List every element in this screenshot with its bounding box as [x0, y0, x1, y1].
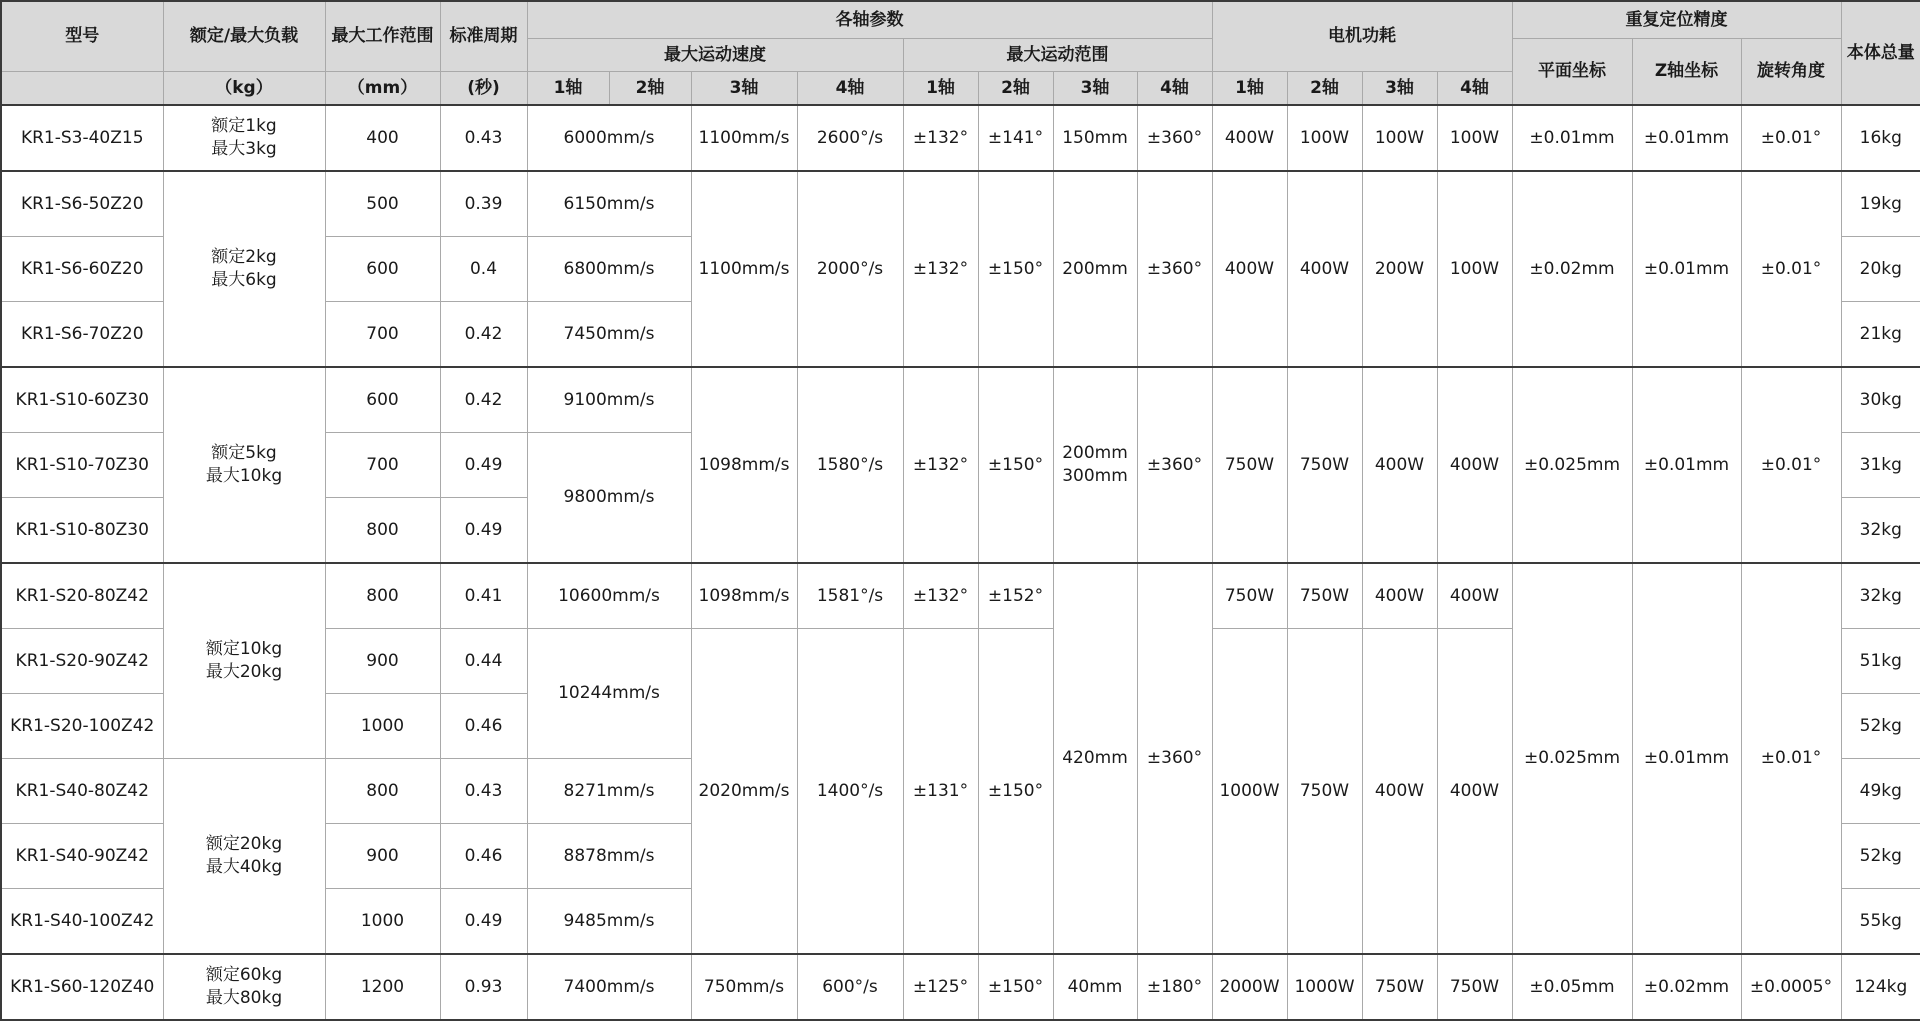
cell-range-axis2: ±141° [978, 105, 1053, 171]
cell-range-axis4: ±360° [1137, 171, 1212, 367]
cell-speed-axis12: 8878mm/s [527, 824, 691, 889]
cell-power-axis2: 100W [1287, 105, 1362, 171]
cell-range-axis4: ±360° [1137, 367, 1212, 563]
cell-precision-rotation: ±0.01° [1741, 563, 1841, 954]
cell-cycle: 0.43 [440, 105, 527, 171]
cell-model: KR1-S3-40Z15 [1, 105, 163, 171]
cell-range-axis3: 150mm [1053, 105, 1137, 171]
cell-cycle: 0.49 [440, 889, 527, 955]
cell-weight: 19kg [1841, 171, 1920, 237]
cell-power-axis4: 100W [1437, 105, 1512, 171]
col-header-model: 型号 [1, 1, 163, 72]
cell-precision-z: ±0.01mm [1632, 105, 1741, 171]
cell-range-axis4: ±180° [1137, 954, 1212, 1020]
cell-range-axis1: ±132° [903, 171, 978, 367]
cell-cycle: 0.39 [440, 171, 527, 237]
col-header-load: 额定/最大负载 [163, 1, 325, 72]
col-header-speed-axis1: 1轴 [527, 72, 609, 106]
cell-weight: 20kg [1841, 237, 1920, 302]
cell-load: 额定1kg 最大3kg [163, 105, 325, 171]
cell-speed-axis3: 750mm/s [691, 954, 797, 1020]
table-row [1, 105, 1920, 171]
cell-precision-z: ±0.01mm [1632, 563, 1741, 954]
col-header-range: 最大工作范围 [325, 1, 440, 72]
cell-precision-z: ±0.02mm [1632, 954, 1741, 1020]
col-header-power-axis1: 1轴 [1212, 72, 1287, 106]
cell-cycle: 0.44 [440, 629, 527, 694]
cell-weight: 31kg [1841, 433, 1920, 498]
cell-model: KR1-S10-70Z30 [1, 433, 163, 498]
cell-range: 600 [325, 367, 440, 433]
cell-range: 900 [325, 629, 440, 694]
cell-power-axis1: 750W [1212, 563, 1287, 629]
cell-model: KR1-S6-70Z20 [1, 302, 163, 368]
cell-power-axis3: 400W [1362, 563, 1437, 629]
col-header-axis-params: 各轴参数 [527, 1, 1212, 39]
cell-weight: 52kg [1841, 824, 1920, 889]
col-header-power-axis2: 2轴 [1287, 72, 1362, 106]
cell-model: KR1-S40-100Z42 [1, 889, 163, 955]
cell-speed-axis12: 6800mm/s [527, 237, 691, 302]
col-header-range-axis1: 1轴 [903, 72, 978, 106]
cell-range-axis3: 420mm [1053, 563, 1137, 954]
col-header-plane: 平面坐标 [1512, 39, 1632, 106]
col-header-repeat-precision: 重复定位精度 [1512, 1, 1841, 39]
cell-weight: 124kg [1841, 954, 1920, 1020]
cell-range: 1000 [325, 694, 440, 759]
cell-cycle: 0.49 [440, 433, 527, 498]
col-header-power-axis4: 4轴 [1437, 72, 1512, 106]
cell-load: 额定5kg 最大10kg [163, 367, 325, 563]
cell-cycle: 0.4 [440, 237, 527, 302]
cell-speed-axis3: 1098mm/s [691, 563, 797, 629]
cell-power-axis4: 100W [1437, 171, 1512, 367]
cell-speed-axis3: 2020mm/s [691, 629, 797, 955]
col-header-speed-axis3: 3轴 [691, 72, 797, 106]
cell-precision-plane: ±0.01mm [1512, 105, 1632, 171]
cell-power-axis4: 400W [1437, 367, 1512, 563]
cell-range: 500 [325, 171, 440, 237]
col-header-rotation: 旋转角度 [1741, 39, 1841, 106]
cell-power-axis1: 400W [1212, 105, 1287, 171]
cell-speed-axis12: 9100mm/s [527, 367, 691, 433]
cell-range-axis2: ±152° [978, 563, 1053, 629]
cell-power-axis1: 2000W [1212, 954, 1287, 1020]
cell-model: KR1-S60-120Z40 [1, 954, 163, 1020]
cell-model: KR1-S10-60Z30 [1, 367, 163, 433]
cell-power-axis3: 100W [1362, 105, 1437, 171]
cell-weight: 32kg [1841, 563, 1920, 629]
table-header [1, 1, 1920, 105]
cell-weight: 32kg [1841, 498, 1920, 564]
cell-power-axis1: 400W [1212, 171, 1287, 367]
table-row [1, 563, 1920, 629]
cell-power-axis4: 400W [1437, 629, 1512, 955]
cell-load: 额定60kg 最大80kg [163, 954, 325, 1020]
cell-speed-axis4: 1400°/s [797, 629, 903, 955]
col-header-max-range: 最大运动范围 [903, 39, 1212, 72]
cell-speed-axis12: 6150mm/s [527, 171, 691, 237]
cell-cycle: 0.49 [440, 498, 527, 564]
col-header-range-unit: （mm） [325, 72, 440, 106]
cell-cycle: 0.46 [440, 694, 527, 759]
col-header-range-axis3: 3轴 [1053, 72, 1137, 106]
cell-power-axis1: 1000W [1212, 629, 1287, 955]
cell-speed-axis3: 1100mm/s [691, 105, 797, 171]
cell-speed-axis12: 10600mm/s [527, 563, 691, 629]
cell-power-axis3: 400W [1362, 629, 1437, 955]
cell-power-axis2: 1000W [1287, 954, 1362, 1020]
cell-range: 700 [325, 433, 440, 498]
cell-precision-rotation: ±0.01° [1741, 367, 1841, 563]
cell-range-axis1: ±132° [903, 105, 978, 171]
cell-range: 800 [325, 498, 440, 564]
col-header-power-axis3: 3轴 [1362, 72, 1437, 106]
cell-speed-axis4: 1581°/s [797, 563, 903, 629]
cell-power-axis2: 750W [1287, 367, 1362, 563]
cell-range-axis1: ±132° [903, 367, 978, 563]
cell-cycle: 0.93 [440, 954, 527, 1020]
cell-range-axis2: ±150° [978, 171, 1053, 367]
cell-speed-axis12: 9800mm/s [527, 433, 691, 564]
cell-speed-axis4: 600°/s [797, 954, 903, 1020]
cell-speed-axis12: 9485mm/s [527, 889, 691, 955]
col-header-range-axis4: 4轴 [1137, 72, 1212, 106]
col-header-speed-axis4: 4轴 [797, 72, 903, 106]
cell-range-axis4: ±360° [1137, 105, 1212, 171]
table-body [1, 105, 1920, 1020]
cell-speed-axis4: 2000°/s [797, 171, 903, 367]
table-row [1, 171, 1920, 237]
cell-model: KR1-S20-90Z42 [1, 629, 163, 694]
cell-load: 额定20kg 最大40kg [163, 759, 325, 955]
cell-speed-axis4: 1580°/s [797, 367, 903, 563]
cell-precision-z: ±0.01mm [1632, 171, 1741, 367]
cell-model: KR1-S10-80Z30 [1, 498, 163, 564]
cell-range: 900 [325, 824, 440, 889]
cell-range-axis2: ±150° [978, 629, 1053, 955]
cell-cycle: 0.46 [440, 824, 527, 889]
cell-model: KR1-S6-60Z20 [1, 237, 163, 302]
cell-range: 1200 [325, 954, 440, 1020]
cell-precision-plane: ±0.05mm [1512, 954, 1632, 1020]
cell-weight: 55kg [1841, 889, 1920, 955]
cell-precision-rotation: ±0.01° [1741, 105, 1841, 171]
cell-precision-plane: ±0.02mm [1512, 171, 1632, 367]
cell-range: 400 [325, 105, 440, 171]
cell-cycle: 0.42 [440, 302, 527, 368]
col-header-load-unit: （kg） [163, 72, 325, 106]
cell-range-axis2: ±150° [978, 367, 1053, 563]
col-header-max-speed: 最大运动速度 [527, 39, 903, 72]
cell-range-axis1: ±131° [903, 629, 978, 955]
cell-weight: 21kg [1841, 302, 1920, 368]
cell-power-axis4: 750W [1437, 954, 1512, 1020]
cell-load: 额定10kg 最大20kg [163, 563, 325, 759]
cell-load: 额定2kg 最大6kg [163, 171, 325, 367]
cell-range: 800 [325, 759, 440, 824]
cell-weight: 52kg [1841, 694, 1920, 759]
cell-range-axis3: 200mm [1053, 171, 1137, 367]
cell-power-axis3: 400W [1362, 367, 1437, 563]
col-header-range-axis2: 2轴 [978, 72, 1053, 106]
cell-precision-rotation: ±0.0005° [1741, 954, 1841, 1020]
cell-cycle: 0.43 [440, 759, 527, 824]
table-row [1, 954, 1920, 1020]
col-header-speed-axis2: 2轴 [609, 72, 691, 106]
cell-model: KR1-S20-100Z42 [1, 694, 163, 759]
cell-cycle: 0.41 [440, 563, 527, 629]
cell-model: KR1-S20-80Z42 [1, 563, 163, 629]
cell-speed-axis12: 7450mm/s [527, 302, 691, 368]
cell-speed-axis3: 1100mm/s [691, 171, 797, 367]
cell-range-axis1: ±132° [903, 563, 978, 629]
cell-range: 800 [325, 563, 440, 629]
cell-range-axis3: 200mm 300mm [1053, 367, 1137, 563]
cell-range: 1000 [325, 889, 440, 955]
cell-cycle: 0.42 [440, 367, 527, 433]
cell-weight: 51kg [1841, 629, 1920, 694]
cell-range-axis3: 40mm [1053, 954, 1137, 1020]
cell-speed-axis12: 7400mm/s [527, 954, 691, 1020]
col-header-weight: 本体总量 [1841, 1, 1920, 105]
cell-model: KR1-S6-50Z20 [1, 171, 163, 237]
col-header-cycle: 标准周期 [440, 1, 527, 72]
col-header-model-unit [1, 72, 163, 106]
cell-precision-z: ±0.01mm [1632, 367, 1741, 563]
cell-speed-axis4: 2600°/s [797, 105, 903, 171]
cell-range-axis2: ±150° [978, 954, 1053, 1020]
cell-power-axis4: 400W [1437, 563, 1512, 629]
cell-speed-axis12: 10244mm/s [527, 629, 691, 759]
cell-power-axis3: 750W [1362, 954, 1437, 1020]
cell-power-axis2: 750W [1287, 629, 1362, 955]
cell-power-axis1: 750W [1212, 367, 1287, 563]
cell-power-axis2: 400W [1287, 171, 1362, 367]
col-header-z-coord: Z轴坐标 [1632, 39, 1741, 106]
cell-weight: 30kg [1841, 367, 1920, 433]
cell-power-axis2: 750W [1287, 563, 1362, 629]
cell-range: 600 [325, 237, 440, 302]
cell-weight: 49kg [1841, 759, 1920, 824]
cell-range-axis4: ±360° [1137, 563, 1212, 954]
cell-precision-plane: ±0.025mm [1512, 563, 1632, 954]
table-row [1, 367, 1920, 433]
cell-speed-axis3: 1098mm/s [691, 367, 797, 563]
cell-weight: 16kg [1841, 105, 1920, 171]
cell-precision-plane: ±0.025mm [1512, 367, 1632, 563]
cell-range-axis1: ±125° [903, 954, 978, 1020]
cell-speed-axis12: 6000mm/s [527, 105, 691, 171]
cell-speed-axis12: 8271mm/s [527, 759, 691, 824]
col-header-cycle-unit: (秒) [440, 72, 527, 106]
cell-model: KR1-S40-90Z42 [1, 824, 163, 889]
cell-model: KR1-S40-80Z42 [1, 759, 163, 824]
cell-precision-rotation: ±0.01° [1741, 171, 1841, 367]
col-header-motor-power: 电机功耗 [1212, 1, 1512, 72]
cell-power-axis3: 200W [1362, 171, 1437, 367]
cell-range: 700 [325, 302, 440, 368]
